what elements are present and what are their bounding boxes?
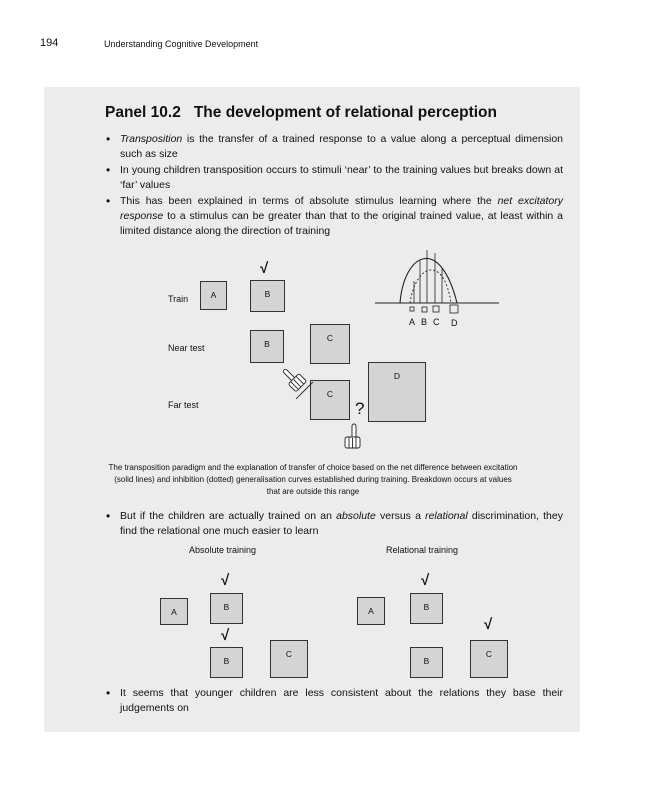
page-number: 194 (40, 37, 59, 49)
pointing-hand-icon (275, 361, 312, 398)
box-label: C (326, 333, 334, 343)
box-b-absolute-test (210, 647, 243, 678)
box-label: B (423, 656, 430, 666)
box-label: A (171, 607, 177, 617)
absolute-training-title: Absolute training (189, 545, 257, 555)
term-absolute: absolute (336, 510, 376, 522)
bullet-list-bottom (106, 686, 563, 717)
box-c-relational-test (470, 640, 508, 678)
bullet-list-mid (106, 509, 563, 540)
bullet-text: discrimination, they find the relational one much easier to learn (120, 510, 563, 537)
figure1-drawings (44, 87, 580, 732)
box-a-absolute (160, 598, 188, 625)
bullet-text: versus a (375, 510, 426, 522)
bullet-text: But if the children are actually trained on an (120, 510, 337, 522)
box-b-relational-test (410, 647, 443, 678)
tick-icon: √ (260, 260, 269, 277)
label-train: Train (168, 294, 189, 304)
bullet-text: This has been explained in terms of absolute stimulus learning where the (120, 195, 498, 207)
box-label: A (210, 290, 217, 300)
axis-label-b: B (421, 317, 428, 327)
bullet-younger-children (106, 686, 563, 716)
relational-training-title: Relational training (386, 545, 459, 555)
box-a-relational (357, 597, 385, 625)
bullet-text: is the transfer of a trained response to a value along a perceptual dimension such as size (120, 133, 563, 160)
excitation-curve (400, 258, 457, 303)
generalisation-curves (375, 250, 499, 313)
term-relational: relational (425, 510, 468, 522)
tick-icon: √ (221, 627, 230, 644)
inhibition-curve (410, 270, 451, 303)
box-b-absolute (210, 593, 243, 624)
bullet-absolute-relational (106, 509, 563, 539)
bullet-text: In young children transposition occurs to stimuli ‘near’ to the training values but breaks down at ‘far’ values (120, 164, 563, 191)
panel-title-text: The development of relational perception (193, 104, 497, 121)
box-label: C (326, 389, 334, 399)
box-c-absolute-test (270, 640, 308, 678)
box-label: D (393, 371, 401, 381)
bullet-text: It seems that younger children are less consistent about the relations they base their judgements on (120, 687, 563, 714)
axis-label-a: A (409, 317, 416, 327)
box-label: B (223, 602, 230, 612)
box-label: A (368, 606, 374, 616)
box-b-relational (410, 593, 443, 624)
pointing-hand-icon (345, 424, 360, 448)
box-label: B (423, 602, 430, 612)
question-mark: ? (355, 399, 365, 418)
figure-caption: The transposition paradigm and the explanation of transfer of choice based on the net difference between excitation (solid lines) and inhibition (dotted) generalisation curves established during training. Breakdown occurs at values that are outside this range (108, 463, 518, 496)
term-net-excitatory: net excitatory response (120, 195, 563, 222)
box-label: B (264, 339, 270, 349)
axis-label-d: D (451, 318, 458, 328)
panel-number: Panel 10.2 (105, 104, 181, 121)
bullet-text: to a stimulus can be greater than that to the original trained value, at least within a limited distance along the direction of training (120, 210, 563, 237)
label-far-test: Far test (168, 400, 199, 410)
box-label: C (285, 649, 293, 659)
box-label: B (264, 289, 271, 299)
label-near-test: Near test (168, 343, 205, 353)
tick-icon: √ (421, 572, 430, 589)
panel-box (44, 87, 580, 732)
box-label: B (223, 656, 230, 666)
box-label: C (485, 649, 493, 659)
tick-icon: √ (484, 616, 493, 633)
running-title: Understanding Cognitive Development (104, 39, 259, 49)
tick-icon: √ (221, 572, 230, 589)
axis-label-c: C (433, 317, 440, 327)
term-transposition: Transposition (120, 133, 183, 145)
